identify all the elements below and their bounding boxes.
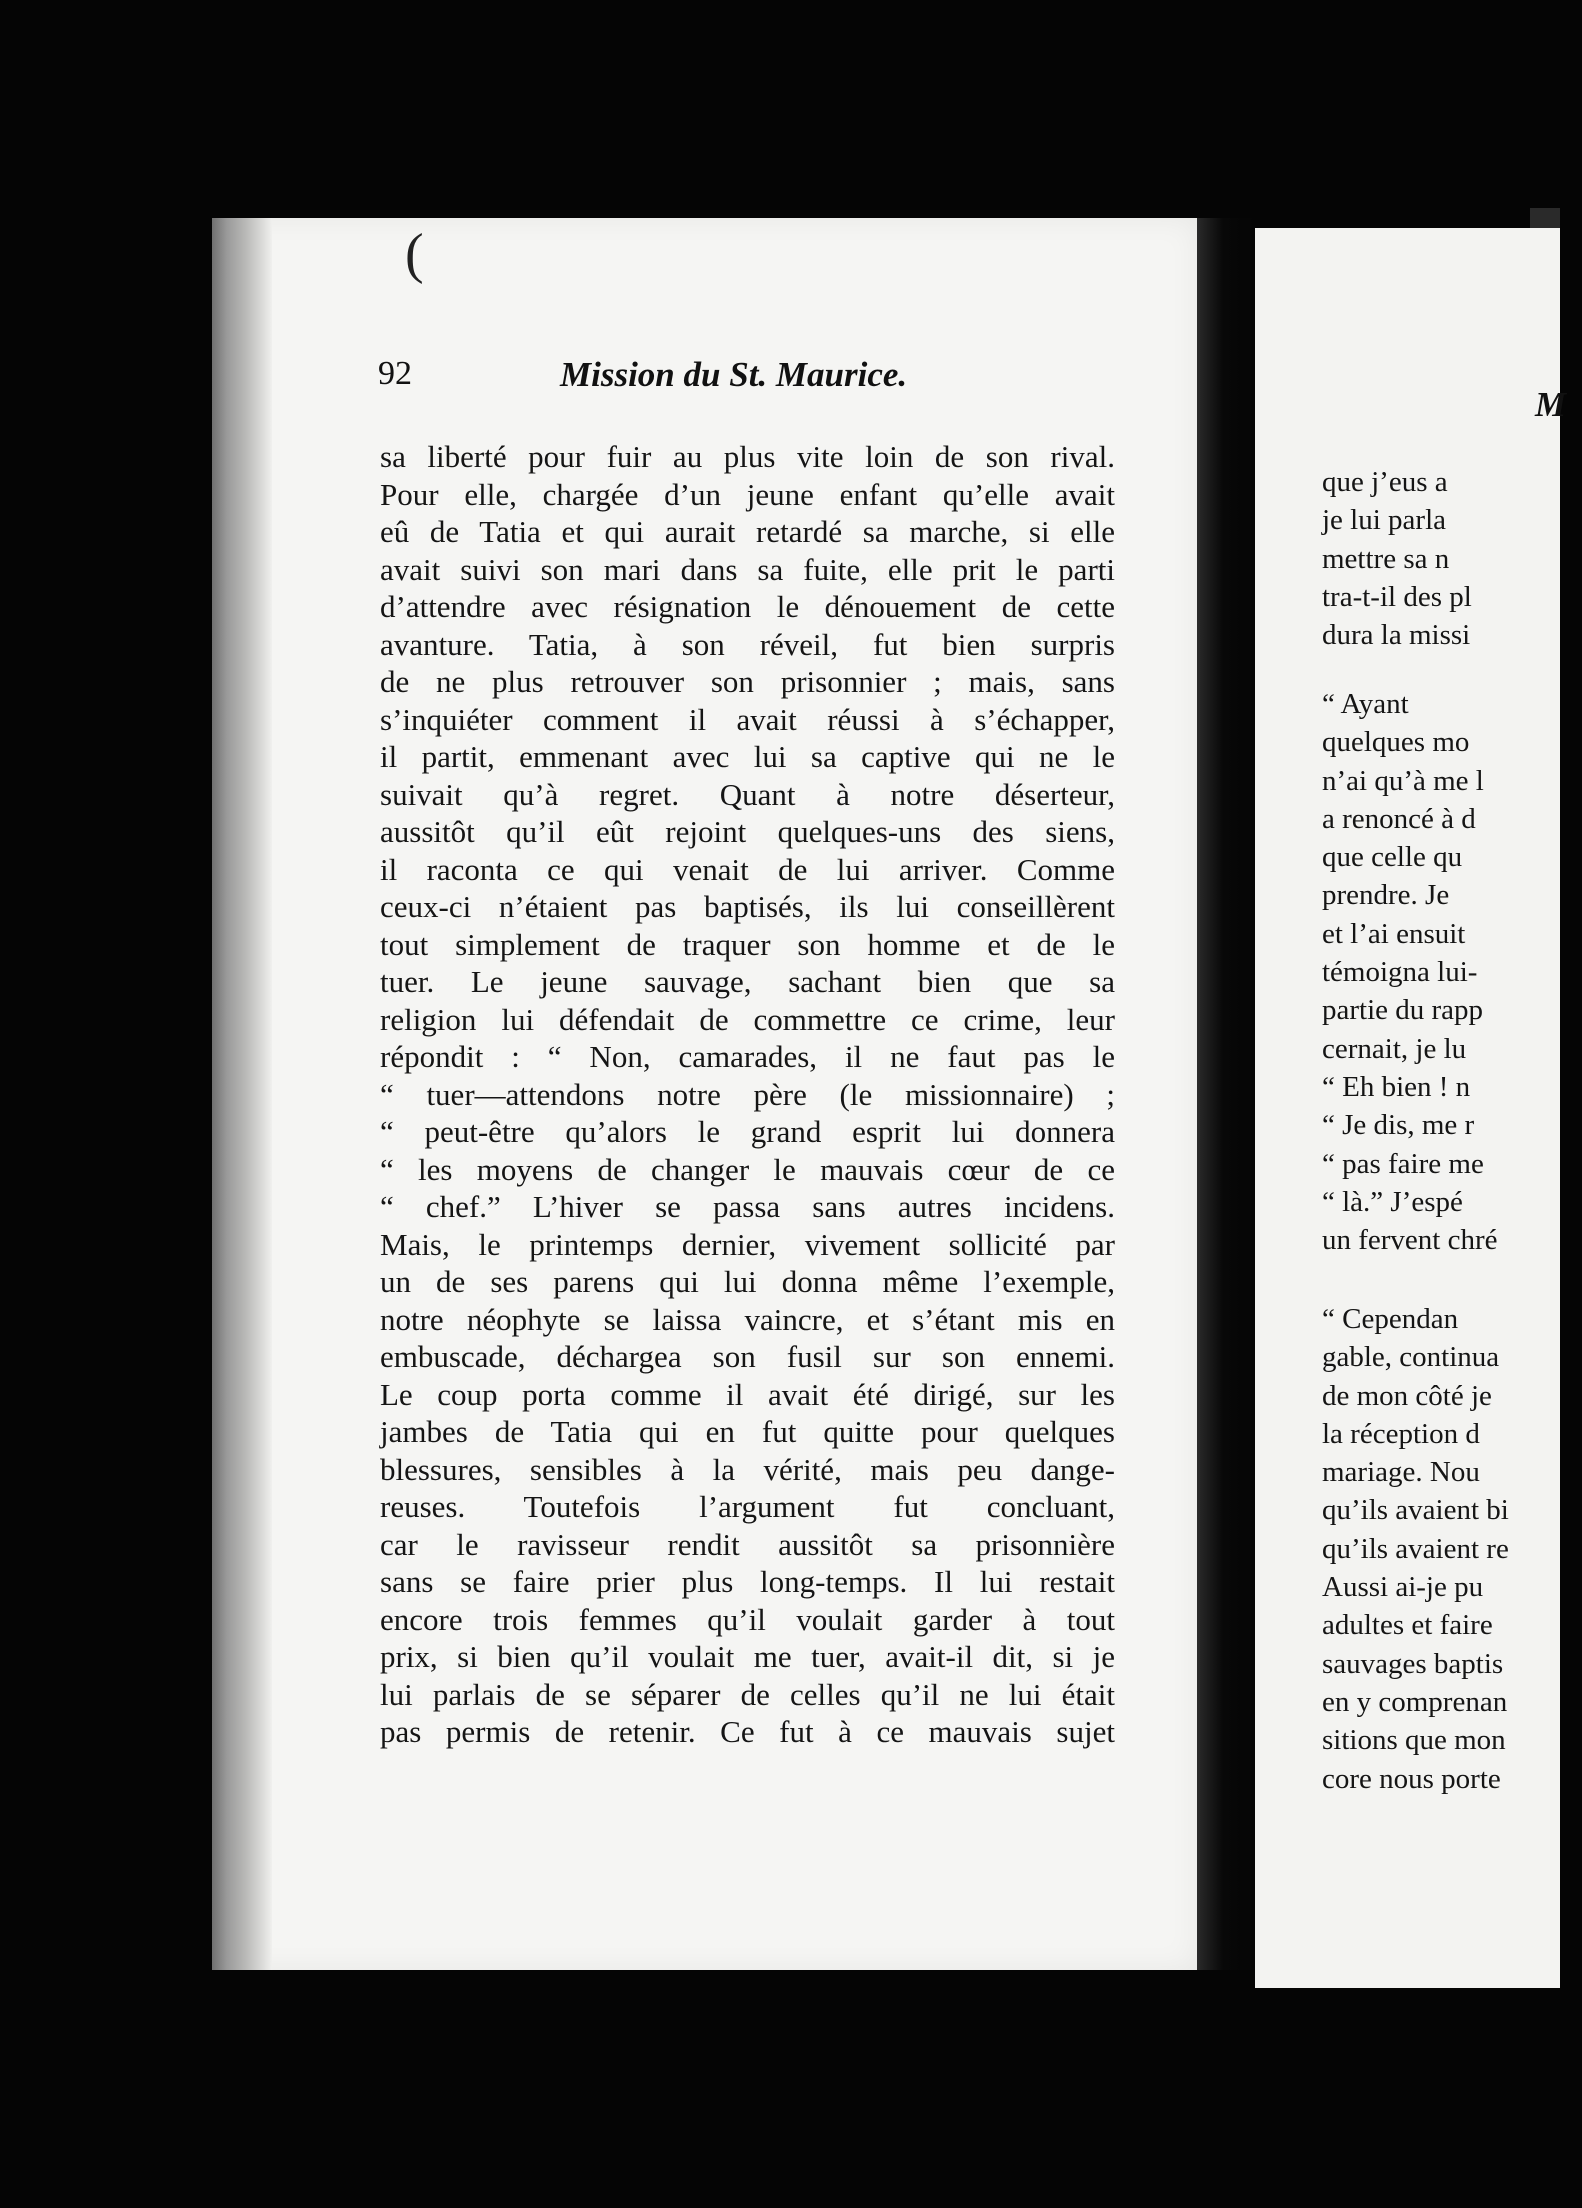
text-line: Le coup porta comme il avait été dirigé, sur les [380,1376,1115,1412]
right-text-block-1 [1322,463,1582,654]
text-line: avanture. Tatia, à son réveil, fut bien surpris [380,626,1115,662]
text-line: “ tuer—attendons notre père (le missionnaire) ; [380,1076,1115,1112]
text-line: d’attendre avec résignation le dénouement de cette [380,589,1115,624]
text-line: blessures, sensibles à la vérité, mais peu dange- [380,1451,1115,1487]
right-text-line: gable, continua [1322,1341,1500,1374]
text-line: religion lui défendait de commettre ce crime, leur [380,1001,1115,1037]
right-text-line: sauvages baptis [1322,1647,1504,1680]
right-text-block-3 [1322,1300,1582,1798]
text-line: embuscade, déchargea son fusil sur son ennemi. [380,1339,1115,1374]
right-text-line: “ pas faire me [1322,1147,1484,1180]
right-text-line: “ Eh bien ! n [1322,1070,1471,1103]
right-text-line: dura la missi [1322,619,1471,652]
text-line: de ne plus retrouver son prisonnier ; mais, sans [380,664,1115,699]
text-line: “ les moyens de changer le mauvais cœur de ce [380,1151,1115,1187]
text-line: répondit : “ Non, camarades, il ne faut pas le [380,1039,1115,1074]
right-text-line: que j’eus a [1322,466,1448,498]
pencil-mark: ( [405,223,424,285]
page-number: 92 [378,355,412,392]
text-line: pas permis de retenir. Ce fut à ce mauvais sujet [380,1714,1115,1749]
text-line: il partit, emmenant avec lui sa captive qui ne le [380,739,1115,774]
right-running-head: M [1535,385,1567,424]
right-text-line: cernait, je lu [1322,1032,1467,1065]
text-line: “ peut-être qu’alors le grand esprit lui donnera [380,1114,1115,1149]
right-text-line: quelques mo [1322,726,1470,759]
text-line: jambes de Tatia qui en fut quitte pour quelques [380,1414,1115,1449]
right-text-line: qu’ils avaient re [1322,1532,1509,1565]
text-line: tout simplement de traquer son homme et de le [380,926,1115,962]
right-text-line: mariage. Nou [1322,1456,1480,1489]
text-line: il raconta ce qui venait de lui arriver. Comme [380,851,1115,887]
text-line: encore trois femmes qu’il voulait garder à tout [380,1601,1115,1637]
right-text-line: core nous porte [1322,1762,1501,1795]
text-line: un de ses parens qui lui donna même l’exemple, [380,1264,1115,1299]
text-line: suivait qu’à regret. Quant à notre déserteur, [380,776,1115,812]
text-line: aussitôt qu’il eût rejoint quelques-uns des siens, [380,814,1115,849]
right-text-line: a renoncé à d [1322,802,1476,835]
right-text-line: de mon côté je [1322,1379,1492,1412]
text-line: Pour elle, chargée d’un jeune enfant qu’elle avait [380,476,1115,512]
right-text-line: que celle qu [1322,841,1463,874]
text-line: prix, si bien qu’il voulait me tuer, avait-il dit, si je [380,1639,1115,1674]
right-text-line: en y comprenan [1322,1685,1508,1718]
text-line: Mais, le printemps dernier, vivement sollicité par [380,1226,1115,1262]
right-text-line: “ Cependan [1322,1303,1459,1335]
text-line: tuer. Le jeune sauvage, sachant bien que sa [380,964,1115,999]
right-text-line: je lui parla [1322,504,1447,537]
right-text-block-2 [1322,685,1582,1259]
right-text-line: tra-t-il des pl [1322,580,1472,613]
right-text-line: “ là.” J’espé [1322,1185,1463,1218]
right-text-line: partie du rapp [1322,994,1484,1027]
right-text-line: qu’ils avaient bi [1322,1494,1509,1527]
left-body-text [380,438,1115,1751]
binding-edge [212,218,272,1970]
text-line: sa liberté pour fuir au plus vite loin de son rival. [380,439,1115,474]
right-text-line: Aussi ai-je pu [1322,1571,1484,1604]
right-text-line: témoigna lui- [1322,956,1478,989]
text-line: s’inquiéter comment il avait réussi à s’échapper, [380,701,1115,737]
text-line: notre néophyte se laissa vaincre, et s’étant mis en [380,1301,1115,1337]
running-head: Mission du St. Maurice. [560,355,908,394]
right-text-line: la réception d [1322,1417,1480,1450]
text-line: eû de Tatia et qui aurait retardé sa marche, si elle [380,514,1115,549]
text-line: “ chef.” L’hiver se passa sans autres incidens. [380,1189,1115,1224]
right-text-line: “ Je dis, me r [1322,1109,1475,1142]
text-line: lui parlais de se séparer de celles qu’il ne lui était [380,1676,1115,1712]
text-line: ceux-ci n’étaient pas baptisés, ils lui conseillèrent [380,889,1115,924]
right-text-line: et l’ai ensuit [1322,917,1466,950]
right-text-line: prendre. Je [1322,879,1450,912]
text-line: car le ravisseur rendit aussitôt sa prisonnière [380,1526,1115,1562]
right-text-line: un fervent chré [1322,1224,1498,1257]
book-gutter [1197,218,1255,1970]
right-text-line: adultes et faire [1322,1609,1493,1642]
text-line: avait suivi son mari dans sa fuite, elle prit le parti [380,551,1115,587]
text-line: reuses. Toutefois l’argument fut concluant, [380,1489,1115,1524]
right-text-line: sitions que mon [1322,1724,1506,1757]
right-text-line: mettre sa n [1322,542,1450,575]
right-text-line: n’ai qu’à me l [1322,764,1484,797]
right-text-line: “ Ayant [1322,688,1409,720]
text-line: sans se faire prier plus long-temps. Il lui restait [380,1564,1115,1599]
